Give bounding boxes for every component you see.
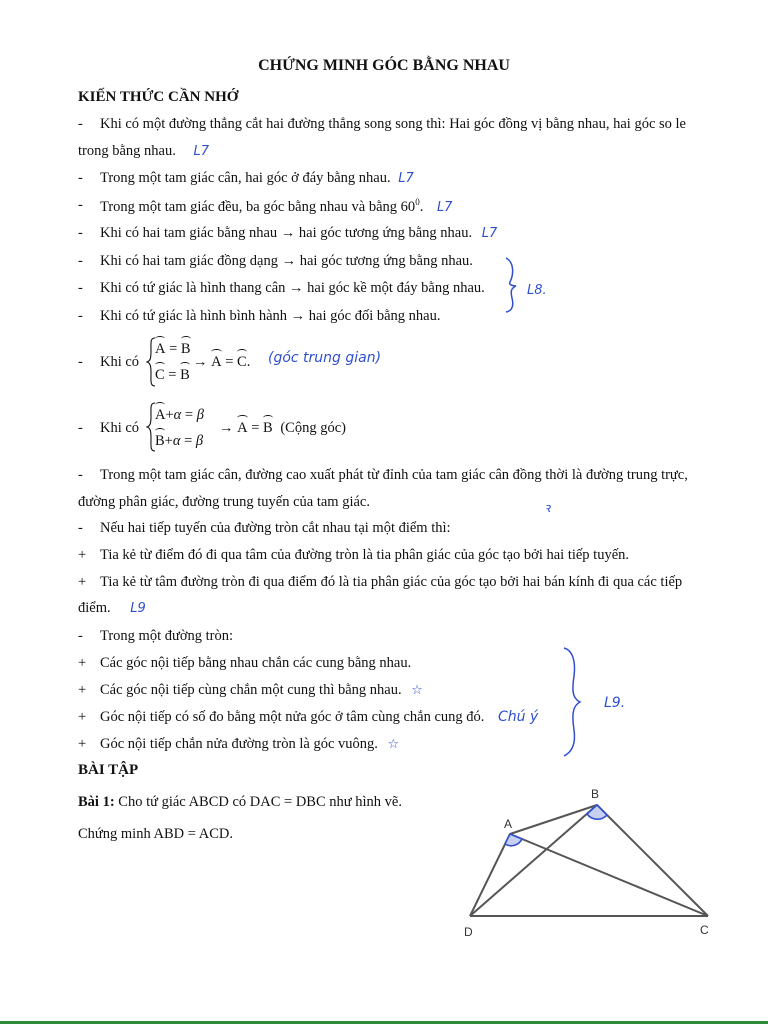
system-suffix: (Cộng góc)	[280, 420, 346, 436]
handwritten-brace-icon	[560, 646, 590, 758]
item-mark: -	[78, 170, 83, 186]
list-item	[78, 225, 498, 242]
item-mark: -	[78, 628, 83, 644]
angle-c: C	[155, 367, 165, 383]
list-item-continuation: đường phân giác, đường trung tuyến của tam giác.	[78, 494, 370, 510]
item-text: Tia kẻ từ điểm đó đi qua tâm của đường tròn là tia phân giác của góc tạo bởi hai tiếp tuyến.	[100, 547, 630, 563]
item-text: Tia kẻ từ tâm đường tròn đi qua điểm đó là tia phân giác của góc tạo bởi hai bán kính đi qua các tiếp	[100, 574, 683, 590]
angle-b: B	[180, 367, 190, 383]
system-result: → A = C.	[193, 354, 251, 370]
handwritten-note-l9: L9.	[604, 695, 626, 711]
quadrilateral-figure	[450, 780, 730, 950]
item-text-cont: điểm.	[78, 600, 111, 616]
angle-a: A	[237, 420, 248, 436]
page-title: CHỨNG MINH GÓC BẰNG NHAU	[258, 57, 510, 74]
item-tail: .	[419, 198, 424, 215]
angle-b: B	[180, 341, 191, 357]
item-mark: -	[78, 197, 83, 213]
angle-b: B	[155, 433, 165, 449]
angle-a: A	[211, 354, 222, 370]
item-mark: +	[78, 547, 87, 563]
diagonal-bd	[470, 805, 597, 916]
segment-ab	[510, 805, 597, 834]
handwritten-brace-icon	[500, 256, 524, 314]
handwritten-note: L7	[481, 226, 498, 241]
handwritten-note: L7	[398, 171, 414, 186]
item-mark: +	[78, 736, 87, 752]
item-text: Góc nội tiếp có số đo bằng một nửa góc ở tâm cùng chắn cung đó.	[100, 709, 485, 725]
system-prefix: Khi có	[100, 354, 140, 370]
section-heading-knowledge: KIẾN THỨC CẦN NHỚ	[78, 89, 239, 105]
exercise-statement	[78, 794, 402, 811]
item-mark: +	[78, 682, 87, 698]
list-item	[78, 280, 485, 297]
item-mark: -	[78, 116, 83, 132]
item-mark: +	[78, 709, 87, 725]
list-item	[78, 308, 441, 325]
item-text: Khi có tứ giác là hình thang cân → hai góc kề một đáy bằng nhau.	[100, 280, 485, 296]
system-result: → A = B (Cộng góc)	[219, 420, 346, 436]
list-item	[78, 253, 473, 270]
star-note-icon: ☆	[411, 683, 423, 698]
item-text: Khi có hai tam giác đồng dạng → hai góc tương ứng bằng nhau.	[100, 253, 473, 269]
item-text: Nếu hai tiếp tuyến của đường tròn cắt nhau tại một điểm thì:	[100, 520, 451, 536]
list-item	[78, 628, 234, 645]
item-text-wrap	[100, 709, 538, 726]
angle-a: A	[155, 407, 166, 423]
list-item	[78, 197, 453, 215]
system-line-2: C = B	[155, 367, 190, 383]
item-mark: -	[78, 520, 83, 536]
angle-c: C	[237, 354, 247, 370]
superscript: 0	[415, 197, 420, 207]
star-note-icon: ☆	[387, 737, 400, 752]
item-mark: -	[78, 308, 83, 324]
section-heading-exercises: BÀI TẬP	[78, 762, 139, 778]
system-add-angle	[78, 420, 140, 437]
item-text: Các góc nội tiếp cùng chắn một cung thì bằng nhau.	[100, 682, 402, 698]
handwritten-note: L9	[130, 601, 146, 616]
item-mark: -	[78, 280, 83, 296]
exercise-task: Chứng minh ABD = ACD.	[78, 826, 234, 842]
angle-dac-marker	[505, 834, 522, 846]
list-item	[78, 682, 423, 699]
list-item	[78, 547, 630, 564]
item-text-wrap	[100, 197, 452, 216]
handwritten-scribble: ꝛ	[544, 501, 551, 516]
system-line-1: A+α = β	[155, 407, 204, 423]
list-item	[78, 467, 688, 484]
list-item	[78, 655, 412, 672]
item-text-wrap	[100, 225, 497, 242]
handwritten-note-l8: L8.	[527, 283, 547, 298]
vertex-c-label: C	[700, 923, 709, 937]
item-text: Trong một tam giác cân, hai góc ở đáy bằng nhau.	[100, 170, 391, 186]
segment-da	[470, 834, 510, 916]
handwritten-note-attention: Chú ý	[498, 709, 539, 725]
list-item	[78, 574, 683, 591]
item-text: Góc nội tiếp chắn nửa đường tròn là góc vuông.	[100, 736, 378, 752]
item-text-cont: trong bằng nhau.	[78, 143, 176, 159]
angle-b: B	[263, 420, 273, 436]
exercise-text: Cho tứ giác ABCD có DAC = DBC như hình vẽ.	[118, 794, 402, 810]
item-mark: +	[78, 574, 87, 590]
item-mark: +	[78, 655, 87, 671]
item-text-wrap	[100, 682, 423, 699]
item-text: Khi có hai tam giác bằng nhau → hai góc tương ứng bằng nhau.	[100, 225, 473, 241]
item-mark: -	[78, 420, 83, 436]
segment-bc	[597, 805, 708, 916]
exercise-label: Bài 1:	[78, 794, 115, 810]
diagonal-ac	[510, 834, 708, 916]
item-text: Khi có một đường thẳng cắt hai đường thẳng song song thì: Hai góc đồng vị bằng nhau, hai góc so le	[100, 116, 686, 132]
vertex-b-label: B	[591, 787, 600, 801]
item-text: Trong một đường tròn:	[100, 628, 234, 644]
handwritten-note: L7	[436, 199, 453, 215]
item-mark: -	[78, 467, 83, 483]
list-item	[78, 736, 400, 753]
handwritten-note-intermediate: (góc trung gian)	[268, 350, 382, 366]
item-text-wrap	[100, 736, 399, 753]
angle-a: A	[155, 341, 166, 357]
list-item	[78, 116, 686, 133]
item-text-wrap	[100, 170, 414, 187]
system-line-2: B+α = β	[155, 433, 204, 449]
list-item-continuation	[78, 600, 146, 617]
system-intermediate-angle	[78, 354, 140, 371]
list-item-continuation	[78, 143, 209, 160]
item-mark: -	[78, 225, 83, 241]
list-item	[78, 170, 414, 187]
system-line-1: A = B	[155, 341, 191, 357]
item-text: Các góc nội tiếp bằng nhau chắn các cung bằng nhau.	[100, 655, 412, 671]
item-text: Khi có tứ giác là hình bình hành → hai góc đối bằng nhau.	[100, 308, 441, 324]
vertex-d-label: D	[464, 925, 473, 939]
item-text: Trong một tam giác cân, đường cao xuất phát từ đỉnh của tam giác cân đồng thời là đường trung trực,	[100, 467, 688, 483]
item-mark: -	[78, 354, 83, 370]
list-item	[78, 709, 539, 726]
vertex-a-label: A	[504, 817, 513, 831]
item-mark: -	[78, 253, 83, 269]
system-prefix: Khi có	[100, 420, 140, 436]
handwritten-note: L7	[193, 144, 209, 159]
item-text: Trong một tam giác đều, ba góc bằng nhau và bằng 60	[100, 198, 416, 215]
list-item	[78, 520, 451, 537]
